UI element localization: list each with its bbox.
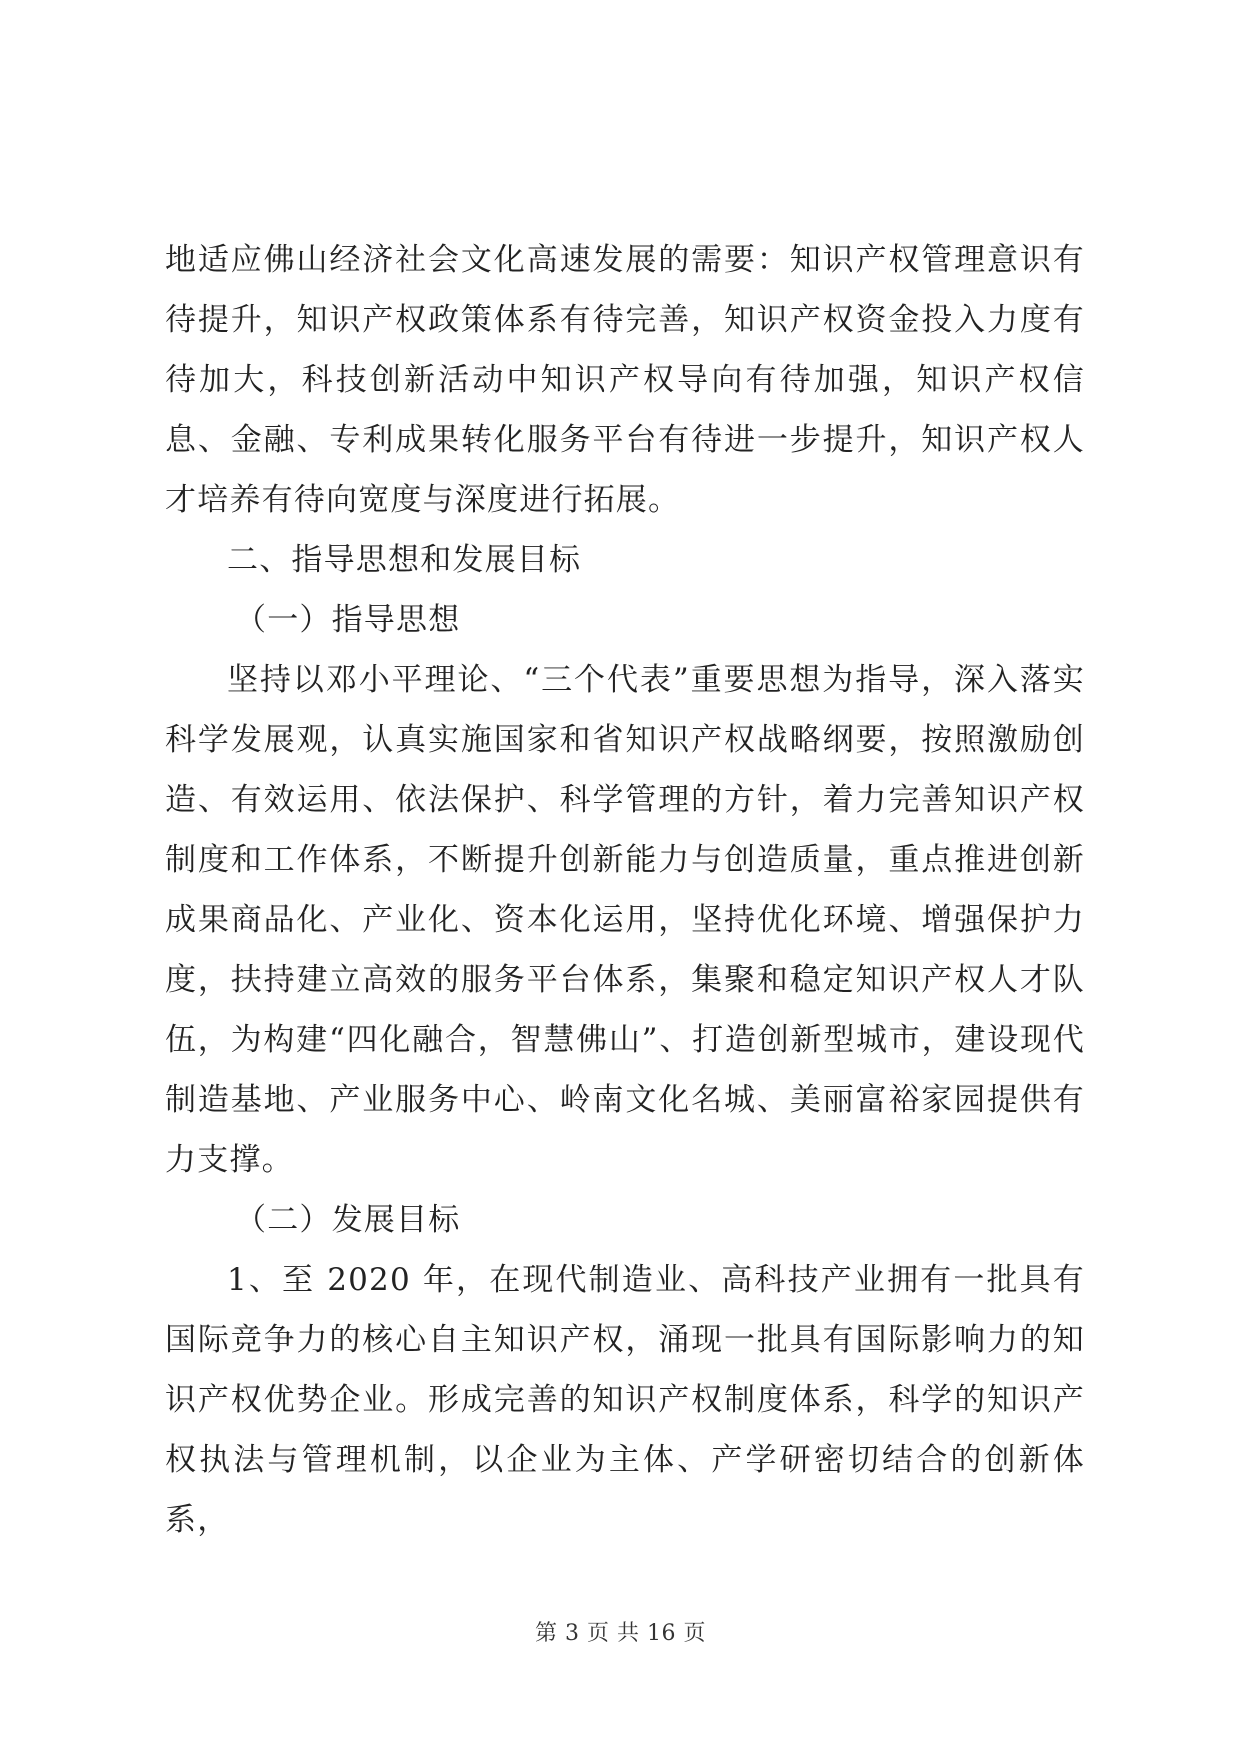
paragraph-guiding-ideology: 坚持以邓小平理论、“三个代表”重要思想为指导，深入落实科学发展观，认真实施国家和省知识产权战略纲要，按照激励创造、有效运用、依法保护、科学管理的方针，着力完善知识产权制度和工作体系，不断提升创新能力与创造质量，重点推进创新成果商品化、产业化、资本化运用，坚持优化环境、增强保护力度，扶持建立高效的服务平台体系，集聚和稳定知识产权人才队伍，为构建“四化融合，智慧佛山”、打造创新型城市，建设现代制造基地、产业服务中心、岭南文化名城、美丽富裕家园提供有力支撑。 xyxy=(165,662,1085,1178)
page-number-footer: 第 3 页 共 16 页 xyxy=(535,1621,706,1646)
document-body xyxy=(165,230,1085,1550)
paragraph-goal-2020: 1、至 2020 年，在现代制造业、高科技产业拥有一批具有国际竞争力的核心自主知识产权，涌现一批具有国际影响力的知识产权优势企业。形成完善的知识产权制度体系，科学的知识产权执法与管理机制，以企业为主体、产学研密切结合的创新体系， xyxy=(165,1262,1085,1538)
subsection-heading-guiding-ideology: （一）指导思想 xyxy=(235,602,461,638)
section-heading-guiding-ideology-and-goals: 二、指导思想和发展目标 xyxy=(227,542,582,578)
subsection-heading-development-goals: （二）发展目标 xyxy=(235,1202,461,1238)
paragraph-needs-summary: 地适应佛山经济社会文化高速发展的需要：知识产权管理意识有待提升，知识产权政策体系有待完善，知识产权资金投入力度有待加大，科技创新活动中知识产权导向有待加强，知识产权信息、金融、专利成果转化服务平台有待进一步提升，知识产权人才培养有待向宽度与深度进行拓展。 xyxy=(165,242,1085,518)
